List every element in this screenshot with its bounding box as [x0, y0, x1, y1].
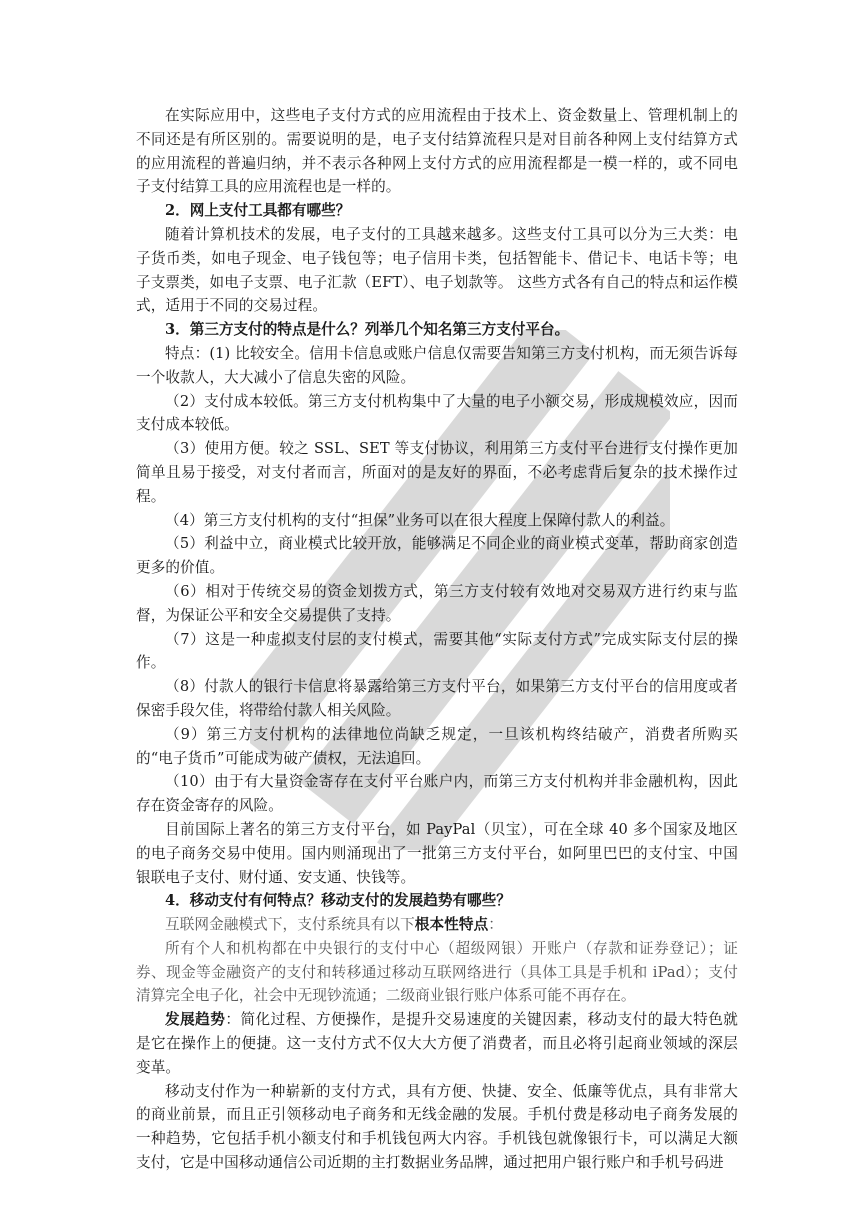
paragraph-features-intro — [136, 913, 738, 937]
heading-q4: 4．移动支付有何特点？移动支付的发展趋势有哪些？ — [165, 892, 511, 910]
feature-6: （6）相对于传统交易的资金划拨方式，第三方支付较有效地对交易双方进行约束与监督，为保证公平和安全交易提供了支持。 — [136, 582, 738, 624]
trend-text: ：简化过程、方便操作，是提升交易速度的关键因素，移动支付的最大特色就是它在操作上的便捷。这一支付方式不仅大大方便了消费者，而且必将引起商业领域的深层变革。 — [136, 1011, 738, 1076]
paragraph-platforms: 目前国际上著名的第三方支付平台，如 PayPal（贝宝），可在全球 40 多个国家及地区的电子商务交易中使用。国内则涌现出了一批第三方支付平台，如阿里巴巴的支付宝、中国银联电子支付、财付通、安支通、快钱等。 — [136, 820, 738, 886]
feature-8: （8）付款人的银行卡信息将暴露给第三方支付平台，如果第三方支付平台的信用度或者保密手段欠佳，将带给付款人相关风险。 — [136, 678, 738, 719]
heading-q3: 3．第三方支付的特点是什么？列举几个知名第三方支付平台。 — [165, 321, 570, 339]
features-intro-colon: ： — [488, 916, 503, 934]
feature-3: （3）使用方便。较之 SSL、SET 等支付协议，利用第三方支付平台进行支付操作更加简单且易于接受，对支付者而言，所面对的是友好的界面，不必考虑背后复杂的技术操作过程。 — [136, 440, 738, 505]
features-intro-text: 互联网金融模式下，支付系统具有以下 — [165, 916, 415, 934]
paragraph-mobile-payment: 移动支付作为一种崭新的支付方式，具有方便、快捷、安全、低廉等优点，具有非常大的商业前景，而且正引领移动电子商务和无线金融的发展。手机付费是移动电子商务发展的一种趋势，它包括手机小额支付和手机钱包两大内容。手机钱包就像银行卡，可以满足大额支付，它是中国移动通信公司近期的主打数据业务品牌，通过把用户银行账户和手机号码进 — [136, 1082, 738, 1172]
heading-q2: 2．网上支付工具都有哪些？ — [165, 202, 351, 220]
feature-5: （5）利益中立，商业模式比较开放，能够满足不同企业的商业模式变革，帮助商家创造更多的价值。 — [136, 535, 738, 577]
features-intro-bold: 根本性特点 — [414, 916, 489, 934]
paragraph-payment-tools: 随着计算机技术的发展，电子支付的工具越来越多。这些支付工具可以分为三大类：电子货币类，如电子现金、电子钱包等；电子信用卡类，包括智能卡、借记卡、电话卡等；电子支票类，如电子支票、电子汇款（EFT）、电子划款等。 这些方式各有自己的特点和运作模式，适用于不同的交易过程。 — [136, 225, 738, 315]
feature-4: （4）第三方支付机构的支付“担保”业务可以在很大程度上保障付款人的利益。 — [165, 511, 675, 529]
feature-1: 特点：(1) 比较安全。信用卡信息或账户信息仅需要告知第三方支付机构，而无须告诉每一个收款人，大大减小了信息失密的风险。 — [136, 344, 738, 386]
feature-10: （10）由于有大量资金寄存在支付平台账户内，而第三方支付机构并非金融机构，因此存在资金寄存的风险。 — [136, 773, 738, 815]
document-page — [136, 104, 738, 1175]
feature-7: （7）这是一种虚拟支付层的支付模式，需要其他“实际支付方式”完成实际支付层的操作。 — [136, 630, 738, 672]
feature-9: （9）第三方支付机构的法律地位尚缺乏规定，一旦该机构终结破产，消费者所购买的“电子货币”可能成为破产债权，无法追回。 — [136, 725, 738, 767]
paragraph-features-detail: 所有个人和机构都在中央银行的支付中心（超级网银）开账户（存款和证券登记）；证券、现金等金融资产的支付和转移通过移动互联网络进行（具体工具是手机和 iPad）；支付清算完全电子化，社会中无现钞流通；二级商业银行账户体系可能不再存在。 — [136, 939, 738, 1005]
trend-label: 发展趋势 — [165, 1011, 226, 1029]
feature-2: （2）支付成本较低。第三方支付机构集中了大量的电子小额交易，形成规模效应，因而支付成本较低。 — [136, 392, 738, 434]
paragraph-trend — [136, 1008, 738, 1079]
paragraph-intro: 在实际应用中，这些电子支付方式的应用流程由于技术上、资金数量上、管理机制上的不同还是有所区别的。需要说明的是，电子支付结算流程只是对目前各种网上支付结算方式的应用流程的普遍归纳，并不表示各种网上支付方式的应用流程都是一模一样的，或不同电子支付结算工具的应用流程也是一样的。 — [136, 107, 738, 196]
